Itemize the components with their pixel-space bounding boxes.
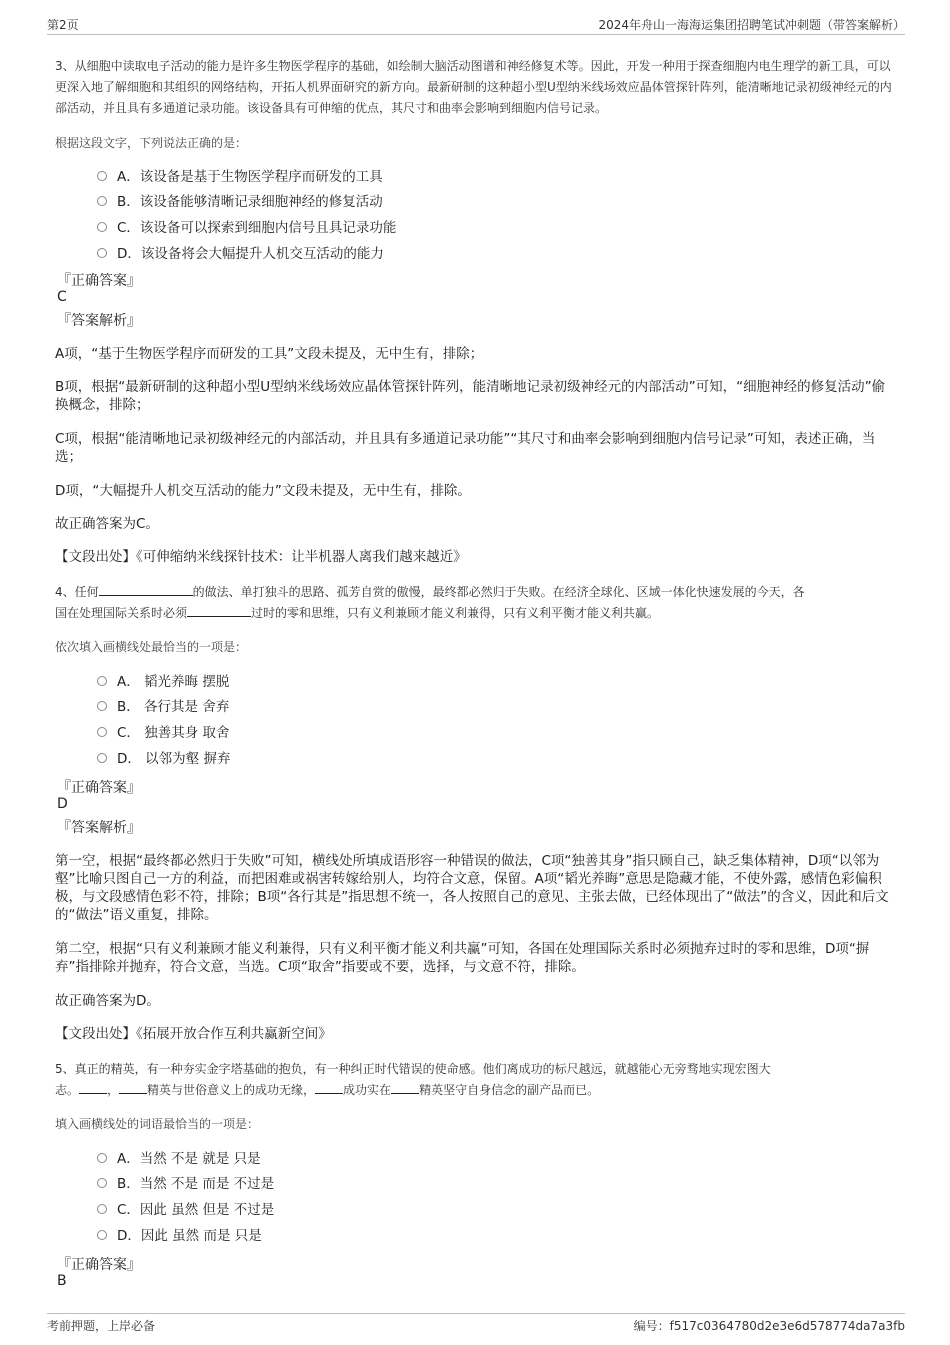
blank bbox=[187, 604, 251, 617]
radio-icon[interactable] bbox=[97, 1178, 107, 1188]
correct-answer-label: 『正确答案』 bbox=[57, 273, 141, 289]
q3-explanation-d: D项，“大幅提升人机交互活动的能力”文段未提及，无中生有，排除。 bbox=[55, 483, 471, 499]
q3-explanation-b: B项，根据“最新研制的这种超小型U型纳米线场效应晶体管探针阵列，能清晰地记录初级神经元的内部活动”可知，“细胞神经的修复活动”偷换概念，排除； bbox=[55, 379, 886, 413]
option-label: D．该设备将会大幅提升人机交互活动的能力 bbox=[117, 246, 384, 262]
radio-icon[interactable] bbox=[97, 753, 107, 763]
radio-icon[interactable] bbox=[97, 1153, 107, 1163]
question-5-prompt: 填入画横线处的词语最恰当的一项是： bbox=[55, 1117, 260, 1131]
radio-icon[interactable] bbox=[97, 701, 107, 711]
q3-conclusion: 故正确答案为C。 bbox=[55, 516, 159, 532]
q3-source: 【文段出处】《可伸缩纳米线探针技术：让半机器人离我们越来越近》 bbox=[55, 549, 467, 565]
footer-slogan: 考前押题，上岸必备 bbox=[47, 1319, 156, 1333]
q5-option-c[interactable] bbox=[97, 1200, 274, 1220]
q3-option-b[interactable] bbox=[97, 192, 383, 212]
blank bbox=[119, 1081, 147, 1094]
q3-explanation-c: C项，根据“能清晰地记录初级神经元的内部活动，并且具有多通道记录功能”“其尺寸和曲率会影响到细胞内信号记录”可知，表述正确，当选； bbox=[55, 431, 876, 465]
radio-icon[interactable] bbox=[97, 196, 107, 206]
option-label: A．该设备是基于生物医学程序而研发的工具 bbox=[117, 169, 383, 185]
q5-answer: B bbox=[57, 1273, 67, 1289]
document-title: 2024年舟山一海海运集团招聘笔试冲刺题（带答案解析） bbox=[598, 18, 905, 32]
q5-option-a[interactable] bbox=[97, 1149, 261, 1169]
blank bbox=[79, 1081, 107, 1094]
analysis-label: 『答案解析』 bbox=[57, 313, 141, 329]
radio-icon[interactable] bbox=[97, 248, 107, 258]
q4-option-a[interactable] bbox=[97, 672, 229, 692]
q5-option-d[interactable] bbox=[97, 1226, 262, 1246]
document-code: 编号：f517c0364780d2e3e6d578774da7a3fb bbox=[633, 1319, 905, 1333]
question-4-text: 4、任何 的做法、单打独斗的思路、孤芳自赏的傲慢，最终都必然归于失败。在经济全球化、区域一体化快速发展的今天，各 国在处理国际关系时必须 过时的零和思维，只有义利兼顾才能义利兼得，只有义利平衡才能义利共赢。 bbox=[55, 585, 805, 620]
radio-icon[interactable] bbox=[97, 676, 107, 686]
option-label: B．当然 不是 而是 不过是 bbox=[117, 1176, 275, 1192]
option-label: D．因此 虽然 而是 只是 bbox=[117, 1228, 262, 1244]
question-3-text: 3、从细胞中读取电子活动的能力是许多生物医学程序的基础，如绘制大脑活动图谱和神经修复术等。因此，开发一种用于探查细胞内电生理学的新工具，可以更深入地了解细胞和其组织的网络结构，开拓人机界面研究的新方向。最新研制的这种超小型U型纳米线场效应晶体管探针阵列，能清晰地记录初级神经元的内部活动，并且具有多通道记录功能。该设备具有可伸缩的优点，其尺寸和曲率会影响到细胞内信号记录。 bbox=[55, 59, 892, 115]
radio-icon[interactable] bbox=[97, 1230, 107, 1240]
page-header bbox=[47, 14, 905, 35]
radio-icon[interactable] bbox=[97, 727, 107, 737]
correct-answer-label: 『正确答案』 bbox=[57, 1257, 141, 1273]
option-label: B． 各行其是 舍弃 bbox=[117, 699, 230, 715]
q3-answer: C bbox=[57, 289, 67, 305]
q4-explanation-blank-2: 第二空，根据“只有义利兼顾才能义利兼得，只有义利平衡才能义利共赢”可知，各国在处理国际关系时必须抛弃过时的零和思维，D项“摒弃”指排除并抛弃，符合文意，当选。C项“取舍”指要或不要，选择，与文意不符，排除。 bbox=[55, 941, 870, 975]
q4-conclusion: 故正确答案为D。 bbox=[55, 993, 160, 1009]
correct-answer-label: 『正确答案』 bbox=[57, 780, 141, 796]
q4-option-b[interactable] bbox=[97, 697, 229, 717]
q5-option-b[interactable] bbox=[97, 1174, 274, 1194]
q3-explanation-a: A项，“基于生物医学程序而研发的工具”文段未提及，无中生有，排除； bbox=[55, 346, 484, 362]
blank bbox=[99, 583, 193, 596]
option-label: D． 以邻为壑 摒弃 bbox=[117, 751, 231, 767]
q4-option-c[interactable] bbox=[97, 723, 230, 743]
analysis-label: 『答案解析』 bbox=[57, 820, 141, 836]
option-label: C． 独善其身 取舍 bbox=[117, 725, 230, 741]
radio-icon[interactable] bbox=[97, 222, 107, 232]
page-number: 第2页 bbox=[47, 18, 79, 32]
q4-explanation-blank-1: 第一空，根据“最终都必然归于失败”可知，横线处所填成语形容一种错误的做法，C项“独善其身”指只顾自己，缺乏集体精神，D项“以邻为壑”比喻只图自己一方的利益，而把困难或祸害转嫁给别人，均符合文意，保留。A项“韬光养晦”意思是隐藏才能，不使外露，感情色彩偏积极，与文段感情色彩不符，排除；B项“各行其是”指思想不统一，各人按照自己的意见、主张去做，已经体现出了“做法”的含义，因此和后文的“做法”语义重复，排除。 bbox=[55, 853, 889, 923]
option-label: C．该设备可以探索到细胞内信号且具记录功能 bbox=[117, 220, 397, 236]
radio-icon[interactable] bbox=[97, 171, 107, 181]
page-footer bbox=[47, 1313, 905, 1336]
option-label: A．当然 不是 就是 只是 bbox=[117, 1151, 261, 1167]
question-5-text: 5、真正的精英，有一种夯实金字塔基础的抱负，有一种纠正时代错误的使命感。他们离成功的标尺越远，就越能心无旁骛地实现宏图大 志。 ， 精英与世俗意义上的成功无缘， 成功实在 精英坚守自身信念的副产品而已。 bbox=[55, 1062, 771, 1097]
question-4-prompt: 依次填入画横线处最恰当的一项是： bbox=[55, 640, 248, 654]
option-label: B．该设备能够清晰记录细胞神经的修复活动 bbox=[117, 194, 383, 210]
q4-source: 【文段出处】《拓展开放合作互利共赢新空间》 bbox=[55, 1026, 332, 1042]
q3-option-d[interactable] bbox=[97, 244, 384, 264]
option-label: C．因此 虽然 但是 不过是 bbox=[117, 1202, 275, 1218]
question-3-prompt: 根据这段文字，下列说法正确的是： bbox=[55, 136, 248, 150]
q3-option-c[interactable] bbox=[97, 218, 396, 238]
blank bbox=[315, 1081, 343, 1094]
q4-option-d[interactable] bbox=[97, 749, 230, 769]
blank bbox=[391, 1081, 419, 1094]
q3-option-a[interactable] bbox=[97, 167, 383, 187]
option-label: A． 韬光养晦 摆脱 bbox=[117, 674, 230, 690]
radio-icon[interactable] bbox=[97, 1204, 107, 1214]
q4-answer: D bbox=[57, 796, 68, 812]
